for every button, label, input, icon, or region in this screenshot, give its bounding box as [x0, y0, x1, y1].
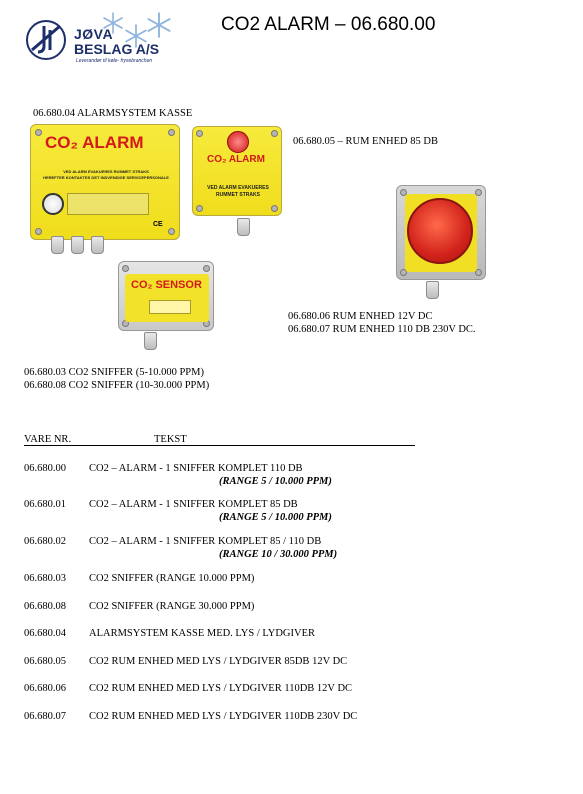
small-box-line1: VED ALARM EVAKUERES [207, 185, 269, 191]
page-title: CO2 ALARM – 06.680.00 [221, 14, 436, 35]
row-code: 06.680.04 [24, 628, 66, 639]
big-box-line2: HEREFTER KONTAKTES DET INDVENDIGE SERVICEPERSONALE [43, 175, 169, 180]
red-lamp-icon [407, 198, 473, 264]
row-code: 06.680.07 [24, 711, 66, 722]
row-text: CO2 RUM ENHED MED LYS / LYDGIVER 110DB 12V DC [89, 683, 353, 694]
snowflake-icon [146, 12, 172, 38]
big-box-title: CO₂ ALARM [45, 133, 144, 152]
row-text: CO2 SNIFFER (RANGE 10.000 PPM) [89, 573, 255, 584]
big-box-line1: VED ALARM EVAKUERES RUMMET STRAKS [63, 169, 149, 174]
small-box-line2: RUMMET STRAKS [216, 192, 260, 198]
big-box-lamp-icon [42, 193, 64, 215]
room-unit-230v-caption: 06.680.07 RUM ENHED 110 DB 230V DC. [288, 324, 476, 335]
logo-emblem-icon [24, 16, 70, 62]
row-code: 06.680.00 [24, 463, 66, 474]
row-range: (RANGE 5 / 10.000 PPM) [219, 512, 332, 523]
big-box-ce-mark: CE [153, 221, 163, 228]
sensor-title: CO₂ SENSOR [131, 279, 202, 291]
row-code: 06.680.01 [24, 499, 66, 510]
logo-tagline: Leverandør til køle- frysebranchen [76, 58, 153, 64]
row-code: 06.680.02 [24, 536, 66, 547]
row-range: (RANGE 5 / 10.000 PPM) [219, 476, 332, 487]
sniffer-caption-2: 06.680.08 CO2 SNIFFER (10-30.000 PPM) [24, 380, 210, 391]
column-header-text: TEKST [154, 434, 187, 445]
row-text: CO2 – ALARM - 1 SNIFFER KOMPLET 85 / 110 DB [89, 536, 322, 547]
row-text: CO2 – ALARM - 1 SNIFFER KOMPLET 85 DB [89, 499, 298, 510]
sniffer-caption-1: 06.680.03 CO2 SNIFFER (5-10.000 PPM) [24, 367, 204, 378]
row-text: CO2 – ALARM - 1 SNIFFER KOMPLET 110 DB [89, 463, 303, 474]
row-text: CO2 SNIFFER (RANGE 30.000 PPM) [89, 601, 255, 612]
room-unit-85-caption: 06.680.05 – RUM ENHED 85 DB [293, 136, 438, 147]
buzzer-icon [227, 131, 249, 153]
row-code: 06.680.05 [24, 656, 66, 667]
header-underline [24, 445, 415, 446]
row-range: (RANGE 10 / 30.000 PPM) [219, 549, 338, 560]
room-unit-12v-caption: 06.680.06 RUM ENHED 12V DC [288, 311, 433, 322]
company-logo [24, 14, 174, 68]
alarm-box-caption: 06.680.04 ALARMSYSTEM KASSE [33, 108, 193, 119]
row-code: 06.680.06 [24, 683, 66, 694]
row-code: 06.680.08 [24, 601, 66, 612]
row-code: 06.680.03 [24, 573, 66, 584]
logo-name-line1: JØVA [74, 26, 114, 42]
small-box-title: CO₂ ALARM [207, 154, 265, 165]
row-text: ALARMSYSTEM KASSE MED. LYS / LYDGIVER [89, 628, 315, 639]
column-header-code: VARE NR. [24, 434, 72, 445]
logo-name-line2: BESLAG A/S [74, 41, 160, 57]
row-text: CO2 RUM ENHED MED LYS / LYDGIVER 110DB 230V DC [89, 711, 358, 722]
row-text: CO2 RUM ENHED MED LYS / LYDGIVER 85DB 12V DC [89, 656, 348, 667]
